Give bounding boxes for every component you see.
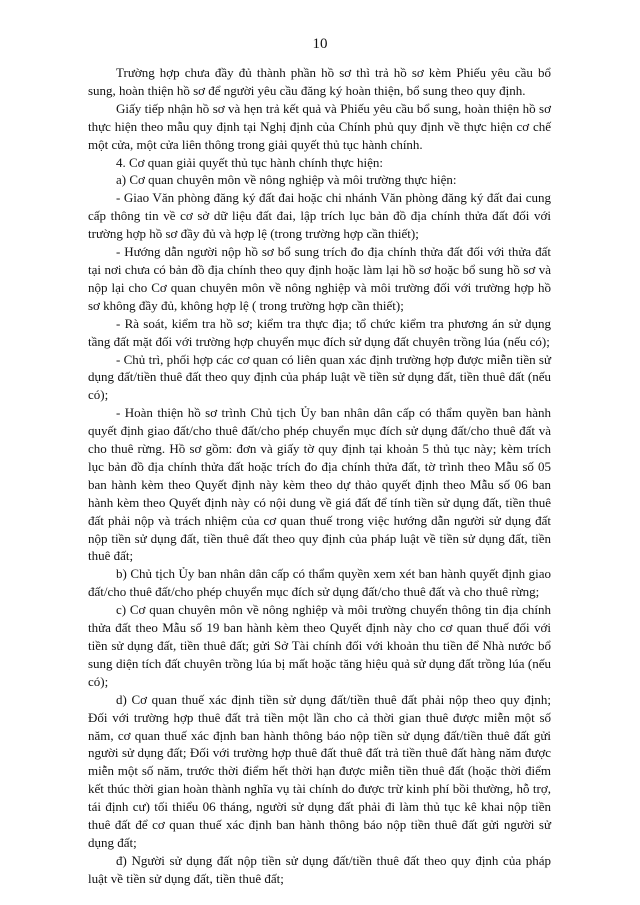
list-item: - Chủ trì, phối hợp các cơ quan có liên quan xác định trường hợp được miễn tiền sử dụng đất/tiền thuê đất theo quy định của pháp luật về tiền sử dụng đất, tiền thuê đất (nếu có); — [88, 351, 551, 403]
page-number: 10 — [312, 36, 328, 52]
paragraph: b) Chủ tịch Ủy ban nhân dân cấp có thẩm quyền xem xét ban hành quyết định giao đất/cho thuê đất/cho phép chuyển mục đích sử dụng đất/cho thuê đất và cho thuê rừng; — [88, 566, 551, 600]
list-item: - Hoàn thiện hồ sơ trình Chủ tịch Ủy ban nhân dân cấp có thẩm quyền ban hành quyết định giao đất/cho thuê đất/cho phép chuyển mục đích sử dụng đất/cho thuê đất và cho thuê rừng. Hồ sơ gồm: đơn và giấy tờ quy định tại khoản 5 thủ tục này; kèm trích lục bản đồ địa chính thửa đất hoặc trích đo địa chính thửa đất, tờ trình theo Mẫu số 05 ban hành kèm theo Quyết định này kèm theo dự thảo quyết định theo Mẫu số 06 ban hành kèm theo Quyết định này có nội dung về giá đất để tính tiền sử dụng đất, tiền thuê đất phải nộp và trách nhiệm của cơ quan thuế trong việc hướng dẫn người sử dụng đất nộp tiền sử dụng đất, tiền thuê đất theo quy định của pháp luật về tiền sử dụng đất, tiền thuê đất; — [88, 405, 551, 564]
list-item: - Rà soát, kiểm tra hồ sơ; kiểm tra thực địa; tổ chức kiểm tra phương án sử dụng tầng đất mặt đối với trường hợp chuyển mục đích sử dụng đất chuyên trồng lúa (nếu có); — [88, 315, 551, 349]
list-item: - Hướng dẫn người nộp hồ sơ bổ sung trích đo địa chính thửa đất đối với thửa đất tại nơi chưa có bản đồ địa chính theo quy định hoặc làm lại hồ sơ hoặc bổ sung hồ sơ và nộp lại cho Cơ quan chuyên môn về nông nghiệp và môi trường đối với trường hợp hồ sơ không đầy đủ, không hợp lệ ( trong trường hợp cần thiết); — [88, 244, 551, 313]
paragraph: Trường hợp chưa đầy đủ thành phần hồ sơ thì trả hồ sơ kèm Phiếu yêu cầu bổ sung, hoàn thiện hồ sơ để người yêu cầu đăng ký hoàn thiện, bổ sung theo quy định. — [88, 65, 551, 98]
paragraph: Giấy tiếp nhận hồ sơ và hẹn trả kết quả và Phiếu yêu cầu bổ sung, hoàn thiện hồ sơ thực hiện theo mẫu quy định tại Nghị định của Chính phủ quy định về thực hiện cơ chế một cửa, một cửa liên thông trong giải quyết thủ tục hành chính. — [88, 100, 551, 152]
paragraph: c) Cơ quan chuyên môn về nông nghiệp và môi trường chuyển thông tin địa chính thửa đất theo Mẫu số 19 ban hành kèm theo Quyết định này cho cơ quan thuế đối với tiền sử dụng đất, tiền thuê đất; gửi Sở Tài chính đối với khoản thu tiền để Nhà nước bổ sung diện tích đất chuyên trồng lúa bị mất hoặc tăng hiệu quả sử dụng đất trồng lúa (nếu có); — [88, 602, 551, 689]
paragraph: d) Cơ quan thuế xác định tiền sử dụng đất/tiền thuê đất phải nộp theo quy định; Đối với trường hợp thuê đất trả tiền một lần cho cả thời gian thuê được miễn một số năm, cơ quan thuế xác định ban hành thông báo nộp tiền sử dụng đất/tiền thuê đất gửi người sử dụng đất; Đối với trường hợp thuê đất thuê đất trả tiền thuê đất hàng năm được miễn một số năm, trước thời điểm hết thời hạn được miễn tiền thuê đất (hoặc thời điểm kết thúc thời gian hoàn thành nghĩa vụ tài chính do được trừ kinh phí bồi thường, hỗ trợ, tái định cư) tối thiểu 06 tháng, người sử dụng đất phải đi làm thủ tục kê khai nộp tiền thuê đất để cơ quan thuế xác định ban hành thông báo nộp tiền thuê đất gửi người sử dụng đất; — [88, 691, 551, 850]
paragraph: đ) Người sử dụng đất nộp tiền sử dụng đất/tiền thuê đất theo quy định của pháp luật về tiền sử dụng đất, tiền thuê đất; — [88, 852, 551, 886]
document-body — [88, 64, 551, 888]
list-item: - Giao Văn phòng đăng ký đất đai hoặc chi nhánh Văn phòng đăng ký đất đai cung cấp thông tin về cơ sở dữ liệu đất đai, lập trích lục bản đồ địa chính thửa đất đối với trường hợp hồ sơ đầy đủ và hợp lệ (trong trường hợp cần thiết); — [88, 190, 551, 242]
subsection-heading: a) Cơ quan chuyên môn về nông nghiệp và môi trường thực hiện: — [116, 172, 457, 188]
section-heading: 4. Cơ quan giải quyết thủ tục hành chính thực hiện: — [116, 154, 384, 170]
